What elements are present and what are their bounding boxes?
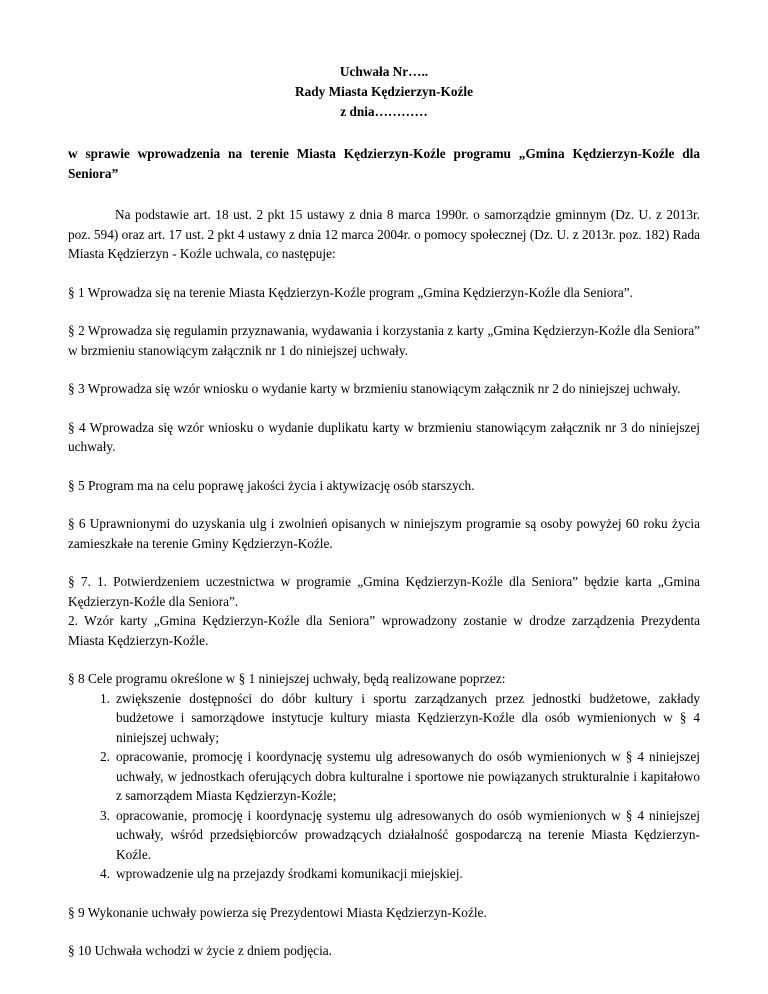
list-item-number: 1. [100,690,110,706]
paragraph-10: § 10 Uchwała wchodzi w życie z dniem podjęcia. [68,943,332,958]
paragraph-7-point-1: § 7. 1. Potwierdzeniem uczestnictwa w programie „Gmina Kędzierzyn-Koźle dla Seniora” będzie karta „Gmina Kędzierzyn-Koźle dla Seniora”. [68,574,700,609]
list-item-text: wprowadzenie ulg na przejazdy środkami komunikacji miejskiej. [116,866,463,881]
list-item [100,689,700,748]
paragraph-8 [68,669,700,884]
paragraph-8-list [68,689,700,884]
paragraph-6: § 6 Uprawnionymi do uzyskania ulg i zwolnień opisanych w niniejszym programie są osoby powyżej 60 roku życia zamieszkałe na terenie Gminy Kędzierzyn-Koźle. [68,516,700,551]
resolution-subject: w sprawie wprowadzenia na terenie Miasta Kędzierzyn-Koźle programu „Gmina Kędzierzyn-Koźle dla Seniora” [68,146,700,181]
list-item-number: 2. [100,749,110,764]
list-item-text: zwiększenie dostępności do dóbr kultury i sportu zarządzanych przez jednostki budżetowe, zakłady budżetowe i samorządowe instytucje kultury miasta Kędzierzyn-Koźle dla osób wymienionych w § 4 niniejszej uchwały; [116,690,700,745]
paragraph-9: § 9 Wykonanie uchwały powierza się Prezydentowi Miasta Kędzierzyn-Koźle. [68,904,487,920]
council-name: Rady Miasta Kędzierzyn-Koźle [295,84,473,99]
list-item [100,747,700,806]
list-item-number: 3. [100,807,110,823]
paragraph-1: § 1 Wprowadza się na terenie Miasta Kędzierzyn-Koźle program „Gmina Kędzierzyn-Koźle dla Seniora”. [68,284,633,300]
paragraph-2: § 2 Wprowadza się regulamin przyznawania, wydawania i korzystania z karty „Gmina Kędzierzyn-Koźle dla Seniora” w brzmieniu stanowiącym załącznik nr 1 do niniejszej uchwały. [68,323,700,358]
paragraph-3: § 3 Wprowadza się wzór wniosku o wydanie karty w brzmieniu stanowiącym załącznik nr 2 do niniejszej uchwały. [68,381,681,396]
paragraph-5: § 5 Program ma na celu poprawę jakości życia i aktywizację osób starszych. [68,477,475,493]
resolution-heading [68,62,700,122]
list-item-text: opracowanie, promocję i koordynację systemu ulg adresowanych do osób wymienionych w § 4 niniejszej uchwały, wśród przedsiębiorców prowadzących działalność gospodarczą na terenie Miasta Kędzierzyn-Koźle. [116,807,700,862]
paragraph-8-intro: § 8 Cele programu określone w § 1 niniejszej uchwały, będą realizowane poprzez: [68,671,506,686]
paragraph-4: § 4 Wprowadza się wzór wniosku o wydanie duplikatu karty w brzmieniu stanowiącym załącznik nr 3 do niniejszej uchwały. [68,419,700,454]
legal-basis: Na podstawie art. 18 ust. 2 pkt 15 ustawy z dnia 8 marca 1990r. o samorządzie gminnym (Dz. U. z 2013r. poz. 594) oraz art. 17 ust. 2 pkt 4 ustawy z dnia 12 marca 2004r. o pomocy społecznej (Dz. U. z 2013r. poz. 182) Rada Miasta Kędzierzyn - Koźle uchwala, co następuje: [68,207,700,261]
list-item [100,864,700,884]
list-item [100,806,700,865]
list-item-text: opracowanie, promocję i koordynację systemu ulg adresowanych do osób wymienionych w § 4 niniejszej uchwały, w jednostkach oferujących dobra kulturalne i sportowe nie powiązanych strukturalnie i kapitałowo z samorządem Miasta Kędzierzyn-Koźle; [116,749,700,803]
resolution-number: Uchwała Nr….. [339,64,429,79]
resolution-date: z dnia………… [340,104,428,119]
paragraph-7 [68,572,700,650]
paragraph-7-point-2: 2. Wzór karty „Gmina Kędzierzyn-Koźle dla Seniora” wprowadzony zostanie w drodze zarządzenia Prezydenta Miasta Kędzierzyn-Koźle. [68,613,700,648]
list-item-number: 4. [100,866,110,881]
